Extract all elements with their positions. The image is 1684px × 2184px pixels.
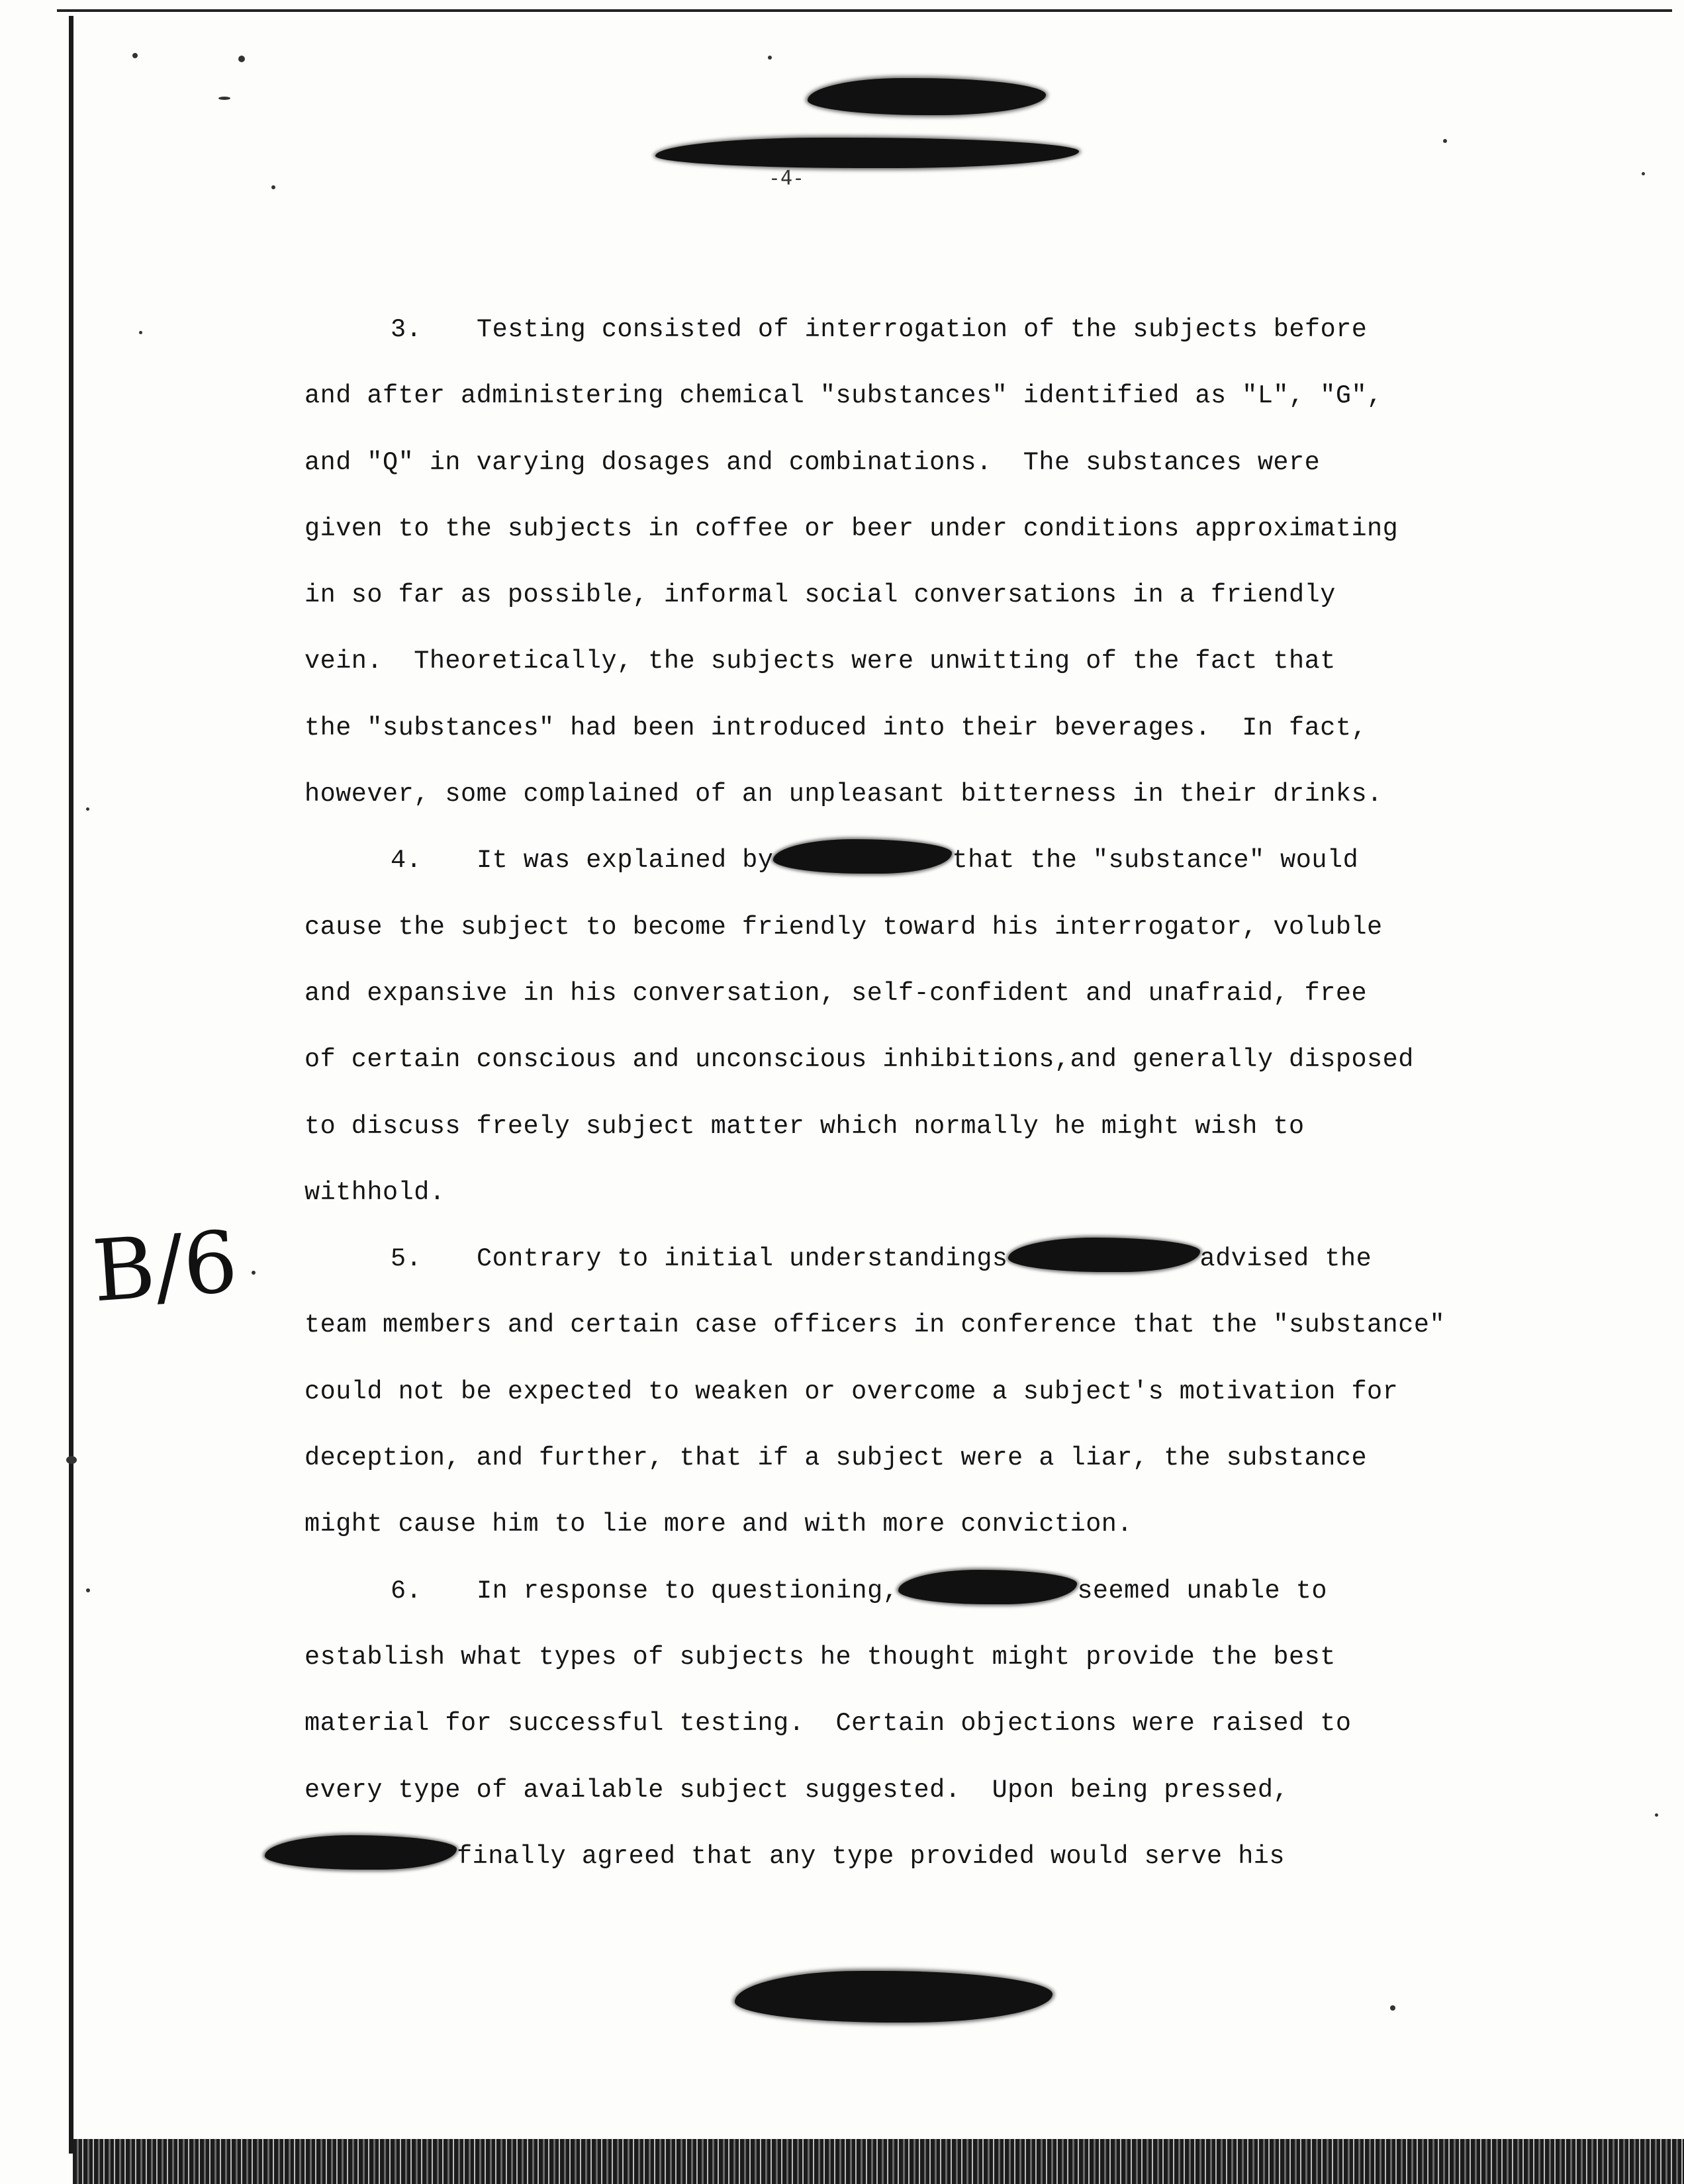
scan-speck bbox=[1642, 172, 1645, 175]
paragraph-4-line-4: of certain conscious and unconscious inhibitions,and generally disposed bbox=[304, 1045, 1414, 1075]
paragraph-3-line-7: the "substances" had been introduced into their beverages. In fact, bbox=[304, 713, 1368, 743]
scan-speck bbox=[132, 53, 138, 58]
paragraph-5-line-3: could not be expected to weaken or overcome a subject's motivation for bbox=[304, 1377, 1399, 1406]
paragraph-6-line-3: material for successful testing. Certain objections were raised to bbox=[304, 1709, 1352, 1739]
scan-speck bbox=[86, 807, 89, 811]
paragraph-5-line-4: deception, and further, that if a subject were a liar, the substance bbox=[304, 1443, 1368, 1473]
scan-speck bbox=[271, 185, 275, 189]
paragraph-6-line-5: finally agreed that any type provided would serve his bbox=[265, 1823, 1602, 1889]
scan-speck bbox=[139, 331, 142, 334]
redaction-header-bottom bbox=[655, 138, 1079, 168]
document-body bbox=[304, 296, 1602, 1889]
scan-speck bbox=[86, 1588, 90, 1592]
scan-speck bbox=[768, 56, 772, 60]
margin-note-handwritten: B/6 bbox=[89, 1212, 241, 1322]
paragraph-6-line-2: establish what types of subjects he thought might provide the best bbox=[304, 1642, 1336, 1672]
scan-speck bbox=[1390, 2005, 1395, 2011]
paragraph-4-line-5: to discuss freely subject matter which normally he might wish to bbox=[304, 1111, 1305, 1141]
scan-speck bbox=[1443, 139, 1447, 143]
bottom-scan-border bbox=[73, 2139, 1684, 2184]
paragraph-3-line-8: however, some complained of an unpleasant bitterness in their drinks. bbox=[304, 780, 1383, 809]
scan-speck bbox=[218, 97, 230, 100]
paragraph-5-line-2: team members and certain case officers in conference that the "substance" bbox=[304, 1310, 1446, 1340]
scan-speck bbox=[252, 1271, 256, 1275]
redaction-name bbox=[773, 839, 952, 874]
paragraph-6-line-4: every type of available subject suggested. Upon being pressed, bbox=[304, 1775, 1289, 1805]
paragraph-4-line-1: 4. It was explained by that the "substance" would bbox=[304, 827, 1602, 893]
paragraph-5-line-5: might cause him to lie more and with more conviction. bbox=[304, 1510, 1133, 1539]
redaction-name bbox=[265, 1835, 457, 1870]
redaction-name bbox=[898, 1570, 1077, 1604]
paragraph-3-line-6: vein. Theoretically, the subjects were unwitting of the fact that bbox=[304, 647, 1336, 676]
scan-speck bbox=[1655, 1813, 1658, 1817]
paragraph-number: 4. bbox=[391, 846, 422, 876]
page-number: -4- bbox=[768, 167, 805, 190]
scan-speck bbox=[238, 56, 245, 62]
left-border bbox=[69, 16, 73, 2154]
scan-speck bbox=[66, 1456, 77, 1464]
paragraph-6-line-1: 6. In response to questioning, seemed unable to bbox=[304, 1558, 1602, 1624]
paragraph-4-line-3: and expansive in his conversation, self-confident and unafraid, free bbox=[304, 978, 1368, 1008]
paragraph-3-line-3: and "Q" in varying dosages and combinations. The substances were bbox=[304, 447, 1321, 477]
paragraph-3-line-2: and after administering chemical "substances" identified as "L", "G", bbox=[304, 381, 1383, 411]
paragraph-5-line-1: 5. Contrary to initial understandings advised the bbox=[304, 1226, 1602, 1292]
paragraph-number: 5. bbox=[391, 1244, 422, 1274]
redaction-name bbox=[1008, 1238, 1200, 1272]
paragraph-3-line-1: 3. Testing consisted of interrogation of the subjects before bbox=[304, 296, 1602, 363]
paragraph-number: 3. bbox=[391, 315, 422, 344]
top-border bbox=[57, 9, 1672, 12]
paragraph-3-line-5: in so far as possible, informal social conversations in a friendly bbox=[304, 580, 1336, 610]
paragraph-4-line-2: cause the subject to become friendly toward his interrogator, voluble bbox=[304, 912, 1383, 942]
redaction-footer bbox=[735, 1971, 1052, 2023]
redaction-header-top bbox=[808, 78, 1046, 115]
paragraph-3-line-4: given to the subjects in coffee or beer under conditions approximating bbox=[304, 514, 1399, 543]
paragraph-number: 6. bbox=[391, 1576, 422, 1606]
paragraph-4-line-6: withhold. bbox=[304, 1177, 445, 1207]
